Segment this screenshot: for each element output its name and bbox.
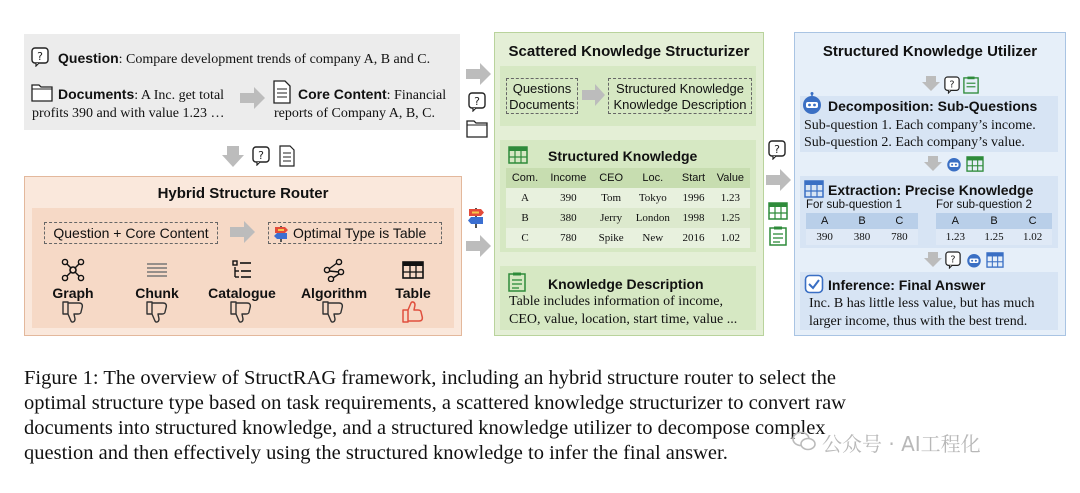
question-icon [945,251,961,269]
table-header: Start [676,168,711,188]
sub2-label: For sub-question 2 [936,199,1032,211]
arrow-down-icon [922,76,940,92]
thumbs-down-icon [228,300,254,324]
core-text-1: : Financial [386,88,447,103]
document-list-icon [963,76,979,94]
table-cell: 1.23 [720,192,741,204]
table-cell: Jerry [600,212,623,224]
core-text-2: reports of Company A, B, C. [274,106,435,121]
table-cell: Spike [598,232,624,244]
table-header: Com. [506,168,544,188]
table-row [506,188,750,208]
table-header: B [843,213,880,229]
table-row [936,229,1052,245]
structured-knowledge-table [506,168,750,248]
decomposition-line-1: Sub-question 1. Each company’s income. [804,118,1036,133]
table-icon [966,156,984,172]
table-cell: 780 [881,229,918,245]
table-header: Value [711,168,750,188]
thumbs-down-icon [320,300,346,324]
router-option-chunk [128,258,186,301]
table-cell: 1.25 [720,212,741,224]
folder-icon [466,118,488,138]
table-header: Loc. [629,168,676,188]
arrow-down-icon [924,252,942,268]
question-icon [768,140,786,160]
table-icon [986,252,1004,268]
documents-text-2: profits 390 and with value 1.23 … [32,106,225,121]
table-cell: A [521,192,529,204]
structurizer-title: Scattered Knowledge Structurizer [508,43,750,60]
table-cell: New [642,232,664,244]
table-cell: 2016 [682,232,705,244]
sub1-label: For sub-question 1 [806,199,902,211]
arrow-down-icon [924,156,942,172]
knowledge-description-title: Knowledge Description [548,276,704,292]
table-header: A [806,213,843,229]
svg-text:?: ? [949,79,955,91]
inference-title: Inference: Final Answer [828,277,986,293]
table-cell: B [521,212,529,224]
documents-line [58,86,224,104]
signpost-icon [466,206,486,228]
table-cell: 780 [560,232,577,244]
knowledge-description-text-1: Table includes information of income, [509,294,724,309]
robot-icon [965,251,983,269]
table-cell: London [635,212,670,224]
structured-knowledge-title: Structured Knowledge [548,148,698,164]
table-header: A [936,213,975,229]
thumbs-down-icon [144,300,170,324]
table-icon [400,258,426,282]
decomposition-title: Decomposition: Sub-Questions [828,98,1038,114]
question-icon [252,146,270,166]
thumbs-down-icon [60,300,86,324]
arrow-right-icon [466,234,492,258]
table-icon [768,202,788,220]
option-label: Algorithm [300,285,368,301]
option-label: Table [395,285,431,301]
structurizer-out-box [608,78,752,114]
svg-text:?: ? [258,149,264,162]
table-cell: 1.23 [936,229,975,245]
table-cell: 390 [806,229,843,245]
table-cell: 1996 [682,192,705,204]
thumbs-up-icon [400,300,426,324]
inference-line-1: Inc. B has little less value, but has much [809,296,1035,311]
arrow-right-icon [766,168,792,192]
signpost-icon [273,224,289,242]
extraction-title: Extraction: Precise Knowledge [828,182,1034,198]
table-cell: Tokyo [638,192,667,204]
arrow-down-icon [222,146,244,168]
table-cell: 1.25 [975,229,1014,245]
table-header: C [881,213,918,229]
question-line [58,50,430,68]
wechat-icon [792,430,816,452]
catalogue-icon [229,258,255,282]
question-label: Question [58,50,119,66]
structurizer-out-1: Structured Knowledge [616,81,744,96]
table-icon [508,146,528,164]
arrow-right-icon [582,84,606,106]
router-option-graph [44,258,102,301]
watermark: 公众号 · AI工程化 [822,432,981,456]
robot-icon [945,155,963,173]
table-header-row [506,168,750,188]
router-option-catalogue [204,258,280,301]
table-header: B [975,213,1014,229]
core-line [298,86,446,104]
structurizer-in-box [506,78,578,114]
table-row [506,208,750,228]
caption-line-2: optimal structure type based on task requirements, a scattered knowledge structurizer to convert raw [24,392,846,414]
arrow-right-icon [466,62,492,86]
svg-text:?: ? [774,143,780,156]
svg-text:?: ? [474,95,480,108]
robot-icon [800,92,824,116]
caption-line-3: documents into structured knowledge, and a structured knowledge utilizer to decompose complex [24,417,826,439]
arrow-right-icon [230,220,256,244]
table-icon [804,180,824,198]
router-option-algorithm [296,258,372,301]
table-cell: 1.02 [720,232,741,244]
option-label: Chunk [135,285,179,301]
table-cell: 1998 [682,212,705,224]
question-icon [468,92,486,112]
utilizer-title: Structured Knowledge Utilizer [822,43,1038,60]
document-list-icon [508,272,526,292]
structurizer-in-2: Documents [509,97,575,112]
decomposition-line-2: Sub-question 2. Each company’s value. [804,135,1025,150]
router-option-table [384,258,442,301]
algorithm-icon [321,258,347,282]
table-cell: 1.02 [1013,229,1052,245]
sub1-table [806,213,918,245]
table-row [506,228,750,248]
knowledge-description-text-2: CEO, value, location, start time, value ... [509,312,738,327]
caption-line-4: question and then effectively using the structured knowledge to infer the final answer. [24,442,728,464]
structurizer-out-2: Knowledge Description [613,97,747,112]
table-header: C [1013,213,1052,229]
structurizer-in-1: Questions [512,81,572,96]
table-header: Income [544,168,593,188]
documents-label: Documents [58,86,135,102]
core-label: Core Content [298,86,387,102]
table-header-row [936,213,1052,229]
check-icon [804,274,824,294]
table-row [806,229,918,245]
documents-text-1: : A Inc. get total [134,88,225,103]
graph-icon [60,258,86,282]
router-input-box: Question + Core Content [44,222,218,244]
router-output-box [268,222,442,244]
question-text: : Compare development trends of company A, B and C. [118,52,431,67]
router-title: Hybrid Structure Router [157,185,329,202]
caption-line-1: Figure 1: The overview of StructRAG framework, including an hybrid structure router to select the [24,367,837,389]
document-icon [278,145,296,167]
table-header-row [806,213,918,229]
option-label: Catalogue [208,285,276,301]
svg-text:?: ? [37,50,43,63]
table-cell: C [521,232,529,244]
document-icon [272,80,292,104]
document-list-icon [769,226,787,246]
question-icon [31,47,49,67]
folder-icon [31,82,53,102]
table-cell: 390 [560,192,577,204]
svg-text:?: ? [950,254,956,266]
chunk-icon [144,258,170,282]
question-icon [944,76,960,94]
table-cell: 380 [560,212,577,224]
arrow-right-icon [240,86,266,110]
table-cell: Tom [601,192,622,204]
inference-line-2: larger income, thus with the best trend. [809,314,1028,329]
sub2-table [936,213,1052,245]
table-cell: 380 [843,229,880,245]
table-header: CEO [593,168,630,188]
router-output-text: Optimal Type is Table [293,225,427,241]
option-label: Graph [52,285,94,301]
